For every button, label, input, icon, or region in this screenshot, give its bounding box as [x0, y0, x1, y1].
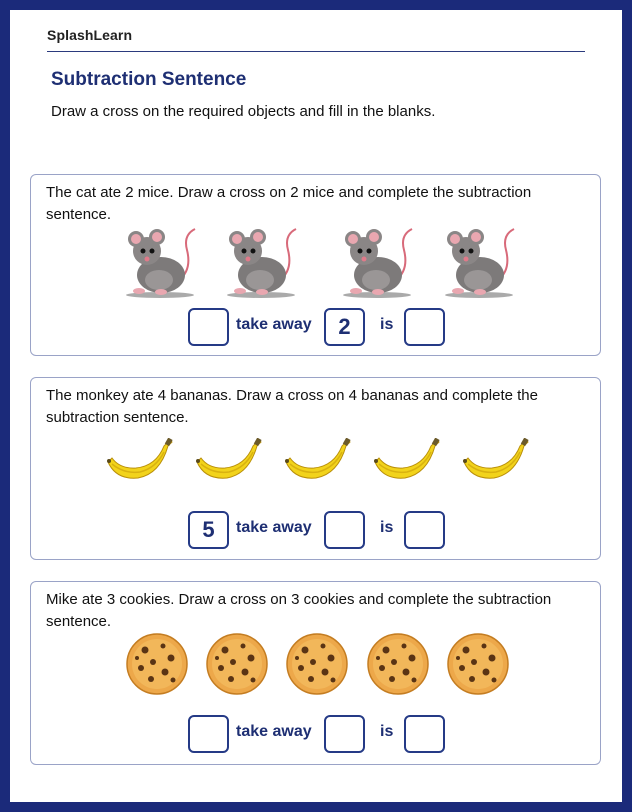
- take-away-label: take away: [236, 723, 312, 740]
- answer-box-subtrahend[interactable]: 2: [324, 308, 365, 346]
- question-text: The monkey ate 4 bananas. Draw a cross on 4 bananas and complete the subtraction sentence.: [46, 387, 538, 426]
- answer-box-subtrahend[interactable]: [324, 511, 365, 549]
- question-card-3: [30, 581, 601, 765]
- banana-icon: [193, 438, 263, 484]
- instructions: Draw a cross on the required objects and fill in the blanks.: [51, 103, 436, 120]
- question-card-1: [30, 174, 601, 356]
- answer-box-minuend[interactable]: [188, 715, 229, 753]
- banana-icon: [104, 438, 174, 484]
- worksheet-page: [10, 10, 622, 802]
- mouse-icon: [436, 225, 522, 299]
- is-label: is: [380, 316, 394, 333]
- cookie-icon: [285, 632, 349, 696]
- mouse-icon: [334, 225, 420, 299]
- mouse-icon: [117, 225, 203, 299]
- banana-icon: [460, 438, 530, 484]
- cookie-icon: [125, 632, 189, 696]
- answer-box-minuend[interactable]: 5: [188, 511, 229, 549]
- question-text: Mike ate 3 cookies. Draw a cross on 3 cookies and complete the subtraction sentence.: [46, 591, 552, 630]
- banana-icon: [282, 438, 352, 484]
- cookie-icon: [205, 632, 269, 696]
- cookie-icon: [366, 632, 430, 696]
- mouse-icon: [218, 225, 304, 299]
- banana-icon: [371, 438, 441, 484]
- take-away-label: take away: [236, 316, 312, 333]
- page-title: Subtraction Sentence: [51, 69, 247, 90]
- is-label: is: [380, 519, 394, 536]
- answer-box-difference[interactable]: [404, 715, 445, 753]
- answer-box-subtrahend[interactable]: [324, 715, 365, 753]
- cookie-icon: [446, 632, 510, 696]
- question-text: The cat ate 2 mice. Draw a cross on 2 mice and complete the subtraction sentence.: [46, 184, 532, 223]
- answer-box-difference[interactable]: [404, 308, 445, 346]
- take-away-label: take away: [236, 519, 312, 536]
- answer-box-minuend[interactable]: [188, 308, 229, 346]
- question-card-2: [30, 377, 601, 560]
- logo: SplashLearn: [47, 27, 133, 43]
- answer-box-difference[interactable]: [404, 511, 445, 549]
- is-label: is: [380, 723, 394, 740]
- header-divider: [47, 51, 585, 52]
